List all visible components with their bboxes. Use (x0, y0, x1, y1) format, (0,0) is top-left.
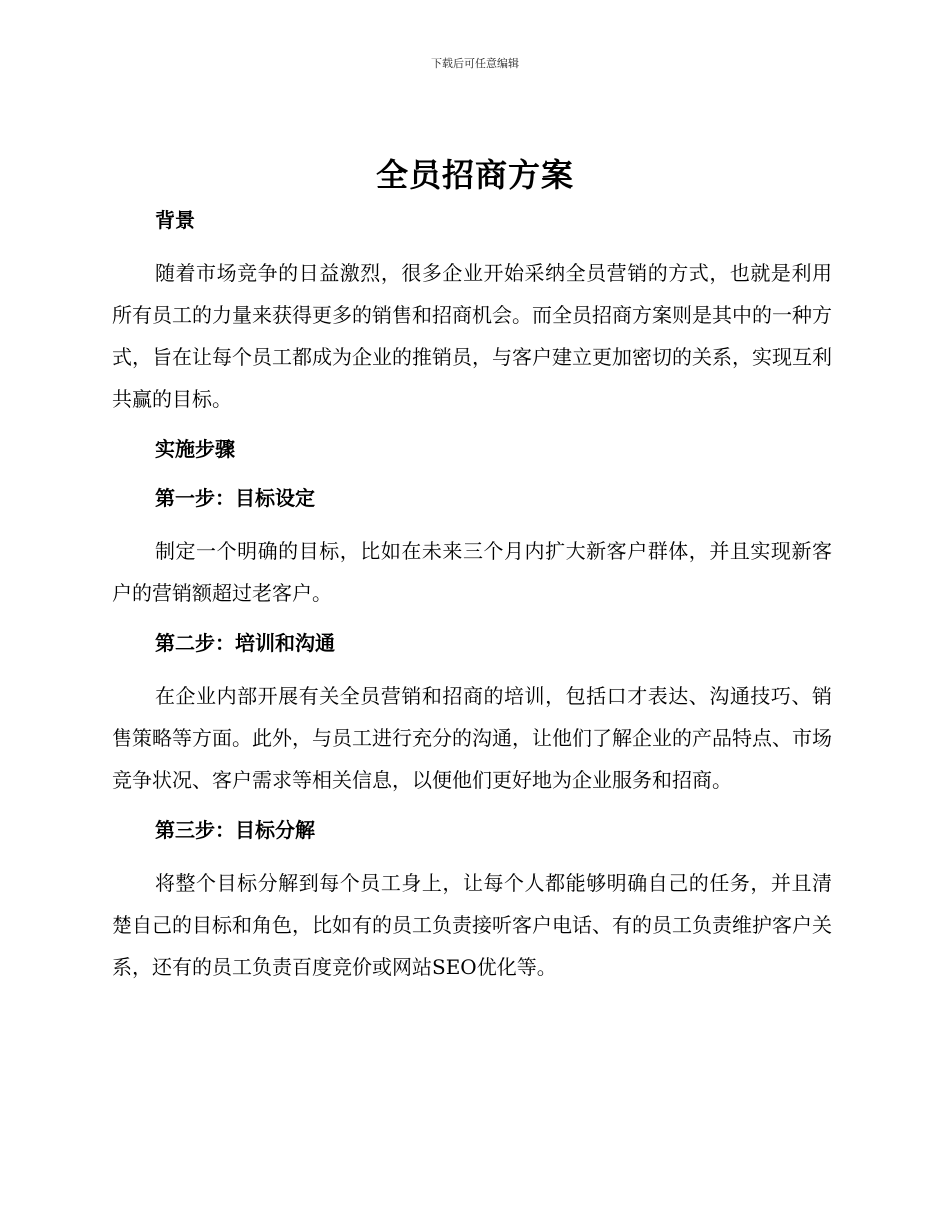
step3-heading: 第三步：目标分解 (155, 818, 315, 842)
document-body (112, 200, 832, 988)
paragraph-step2: 在企业内部开展有关全员营销和招商的培训，包括口才表达、沟通技巧、销售策略等方面。此外，与员工进行充分的沟通，让他们了解企业的产品特点、市场竞争状况、客户需求等相关信息，以便他们更好地为企业服务和招商。 (112, 684, 832, 792)
paragraph-step3: 将整个目标分解到每个员工身上，让每个人都能够明确自己的任务，并且清楚自己的目标和角色，比如有的员工负责接听客户电话、有的员工负责维护客户关系，还有的员工负责百度竞价或网站SEO优化等。 (112, 871, 832, 979)
header-note: 下载后可任意编辑 (431, 57, 519, 70)
paragraph-background: 随着市场竞争的日益激烈，很多企业开始采纳全员营销的方式，也就是利用所有员工的力量来获得更多的销售和招商机会。而全员招商方案则是其中的一种方式，旨在让每个员工都成为企业的推销员，与客户建立更加密切的关系，实现互利共赢的目标。 (112, 261, 832, 411)
section-heading-steps: 实施步骤 (155, 437, 235, 461)
paragraph-step1: 制定一个明确的目标，比如在未来三个月内扩大新客户群体，并且实现新客户的营销额超过老客户。 (112, 539, 832, 605)
step2-heading: 第二步：培训和沟通 (155, 631, 335, 655)
section-heading-background: 背景 (155, 208, 195, 232)
step1-heading: 第一步：目标设定 (155, 486, 315, 510)
document-title: 全员招商方案 (375, 156, 574, 194)
